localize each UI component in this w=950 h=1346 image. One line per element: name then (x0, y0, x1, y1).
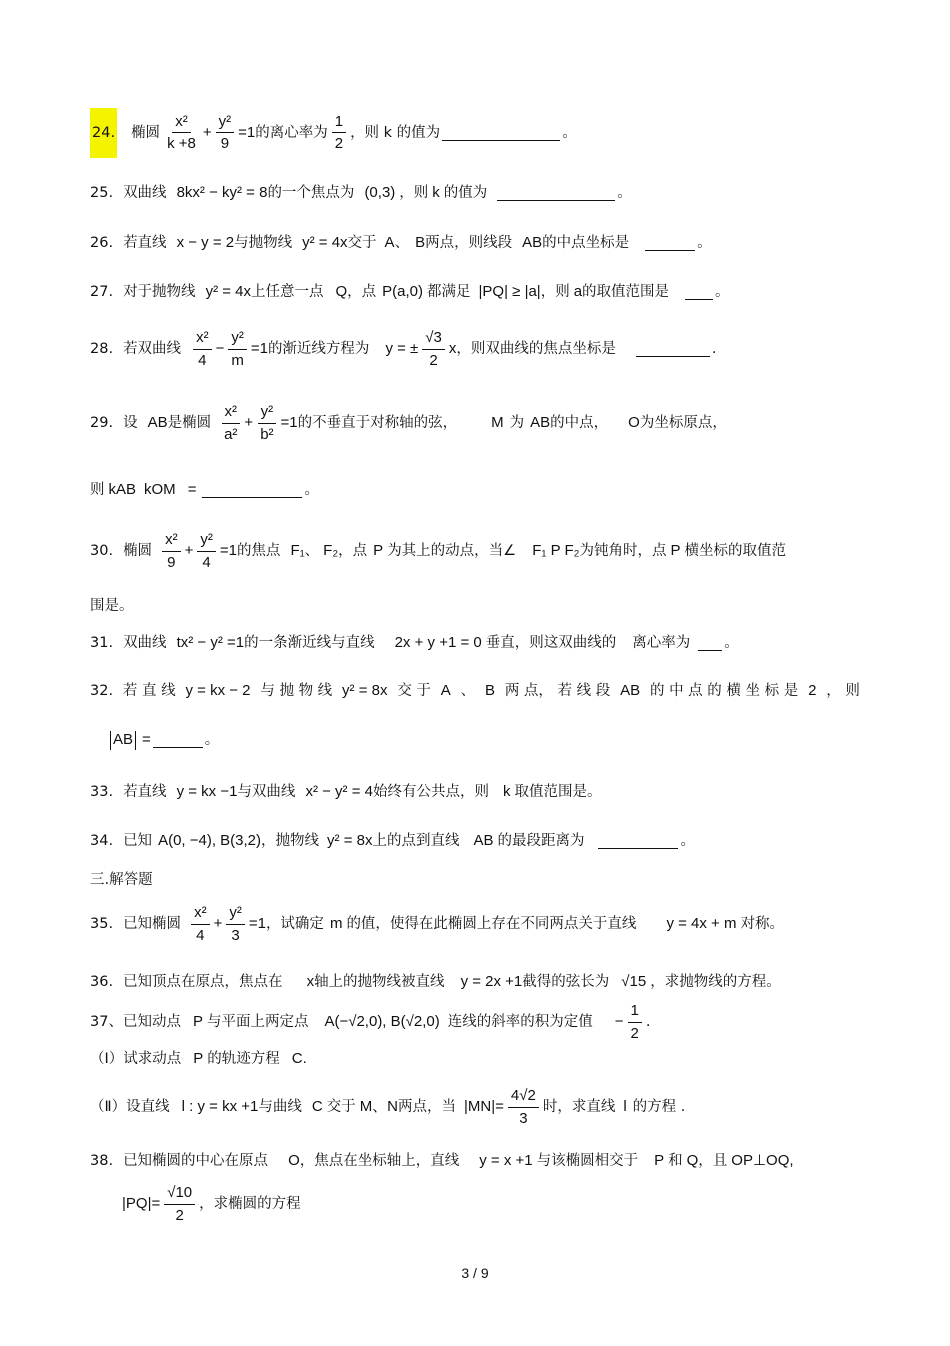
fraction: $\frac{4√2}{3}$ (508, 1088, 539, 1127)
fraction: $\frac{\text{x²}}{9}$ (162, 532, 181, 571)
question-number: 32. (90, 683, 114, 700)
question-26: 26. 若直线 x − y = 2 与抛物线 y² = 4x 交于 A 、 B 两点，则线段 AB 的中点坐标是 。 (90, 234, 712, 252)
fraction: $\frac{\text{y²}}{3}$ (226, 905, 245, 944)
fraction: $\frac{\text{y²}}{4}$ (197, 532, 216, 571)
question-30-line-2: 围是。 (90, 598, 134, 614)
answer-blank[interactable] (645, 236, 695, 251)
fraction: $\frac{\text{y²}}{m}$ (228, 330, 247, 369)
fraction: $\frac{\text{x²}}{4}$ (193, 330, 212, 369)
question-38-line-2: |PQ|= $\frac{√10}{2}$ ，求椭圆的方程 (122, 1184, 301, 1224)
question-number: 31. (90, 635, 114, 652)
answer-blank[interactable] (497, 186, 615, 201)
question-25: 25. 双曲线 8kx² − ky² = 8 的一个焦点为 (0,3) ，则 k 的值为 。 (90, 184, 632, 202)
fraction: $\frac{\text{x²}}{k +8}$ (167, 112, 196, 153)
answer-blank[interactable] (442, 126, 560, 141)
question-28: 28. 若双曲线 $\frac{\text{x²}}{4}$ − $\frac{\text{y²}}{m}$ =1 的渐近线方程为 y = ± $\frac{√3}{2}$ x ，则双曲线的焦点坐标是 . (90, 329, 717, 369)
answer-blank[interactable] (202, 483, 302, 498)
answer-blank[interactable] (698, 636, 722, 651)
fraction: $\frac{\text{y²}}{9}$ (216, 114, 235, 153)
question-37-part-1: （Ⅰ）试求动点 P 的轨迹方程 C. (90, 1050, 307, 1068)
page-number: 3 / 9 (461, 1265, 489, 1281)
question-24: 24. 椭圆 $\frac{\text{x²}}{k +8}$ + $\frac{\text{y²}}{9}$ =1 的离心率为 $\frac{1}{2}$ ，则 k 的值为 。 (90, 108, 860, 158)
question-number: 25. (90, 185, 114, 202)
question-32-line-2: AB = 。 (110, 731, 860, 750)
question-34: 34. 已知 A(0, −4), B(3,2) ，抛物线 y² = 8x 上的点到直线 AB 的最段距离为 。 (90, 832, 695, 850)
fraction: $\frac{1}{2}$ (628, 1003, 642, 1042)
question-38: 38. 已知椭圆的中心在原点 O ，焦点在坐标轴上，直线 y = x +1 与该椭圆相交于 P 和 Q ，且 OP⊥OQ, (90, 1152, 794, 1170)
question-number: 37、 (90, 1014, 123, 1031)
question-37-part-2: （Ⅱ）设直线 l : y = kx +1 与曲线 C 交于 M、N 两点，当 |MN|= $\frac{4√2}{3}$ 时，求直线 l 的方程 . (90, 1087, 686, 1127)
question-number: 24. (90, 108, 117, 158)
answer-blank[interactable] (598, 834, 678, 849)
question-number: 38. (90, 1153, 114, 1170)
question-number: 28. (90, 341, 114, 358)
fraction: $\frac{\text{x²}}{4}$ (191, 905, 210, 944)
question-30: 30. 椭圆 $\frac{\text{x²}}{9}$ + $\frac{\text{y²}}{4}$ =1 的焦点 F₁ 、 F₂ ，点 P 为其上的动点，当∠ F₁ P F₂ 为钝角时，点 P 横坐标的取值范 (90, 531, 786, 571)
question-29-line-2: 则 k AB k OM = 。 (90, 481, 319, 499)
answer-blank[interactable] (685, 285, 713, 300)
question-35: 35. 已知椭圆 $\frac{\text{x²}}{4}$ + $\frac{\text{y²}}{3}$ =1 ，试确定 m 的值，使得在此椭圆上存在不同两点关于直线 y = 4x + m 对称。 (90, 904, 784, 944)
fraction: $\frac{\text{y²}}{\text{b²}}$ (257, 404, 276, 443)
question-37: 37、 已知动点 P 与平面上两定点 A(−√2,0), B(√2,0) 连线的斜率的积为定值 − $\frac{1}{2}$ . (90, 1002, 651, 1042)
question-number: 26. (90, 235, 114, 252)
question-number: 29. (90, 415, 114, 432)
section-heading: 三.解答题 (90, 872, 153, 888)
question-27: 27. 对于抛物线 y² = 4x 上任意一点 Q ，点 P(a,0) 都满足 |PQ| ≥ |a| ，则 a 的取值范围是 。 (90, 283, 730, 301)
question-33: 33. 若直线 y = kx −1 与双曲线 x² − y² = 4 始终有公共点，则 k 取值范围是。 (90, 783, 602, 801)
question-29: 29. 设 AB 是椭圆 $\frac{\text{x²}}{\text{a²}}$ + $\frac{\text{y²}}{\text{b²}}$ =1 的不垂直于对称轴的弦， M 为 AB 的中点， O 为坐标原点， (90, 403, 727, 443)
fraction: $\frac{1}{2}$ (332, 114, 346, 153)
question-text: 椭圆 (131, 125, 161, 141)
question-number: 35. (90, 916, 114, 933)
question-32: 32. 若 直 线 y = kx − 2 与 抛 物 线 y² = 8x 交 于 A 、 B 两 点， 若 线 段 AB 的 中 点 的 横 坐 标 是 2 ， 则 (90, 682, 860, 700)
question-36: 36. 已知顶点在原点，焦点在 x 轴上的抛物线被直线 y = 2x +1 截得的弦长为 √15 ，求抛物线的方程。 (90, 973, 781, 991)
question-number: 36. (90, 974, 114, 991)
question-number: 34. (90, 833, 114, 850)
question-number: 30. (90, 543, 114, 560)
fraction: $\frac{√10}{2}$ (164, 1185, 195, 1224)
question-31: 31. 双曲线 tx² − y² =1 的一条渐近线与直线 2x + y +1 = 0 垂直，则这双曲线的 离心率为 。 (90, 634, 739, 652)
answer-blank[interactable] (153, 733, 203, 748)
question-number: 27. (90, 284, 114, 301)
fraction: $\frac{√3}{2}$ (422, 330, 445, 369)
fraction: $\frac{\text{x²}}{\text{a²}}$ (221, 404, 240, 443)
question-number: 33. (90, 784, 114, 801)
answer-blank[interactable] (636, 342, 710, 357)
